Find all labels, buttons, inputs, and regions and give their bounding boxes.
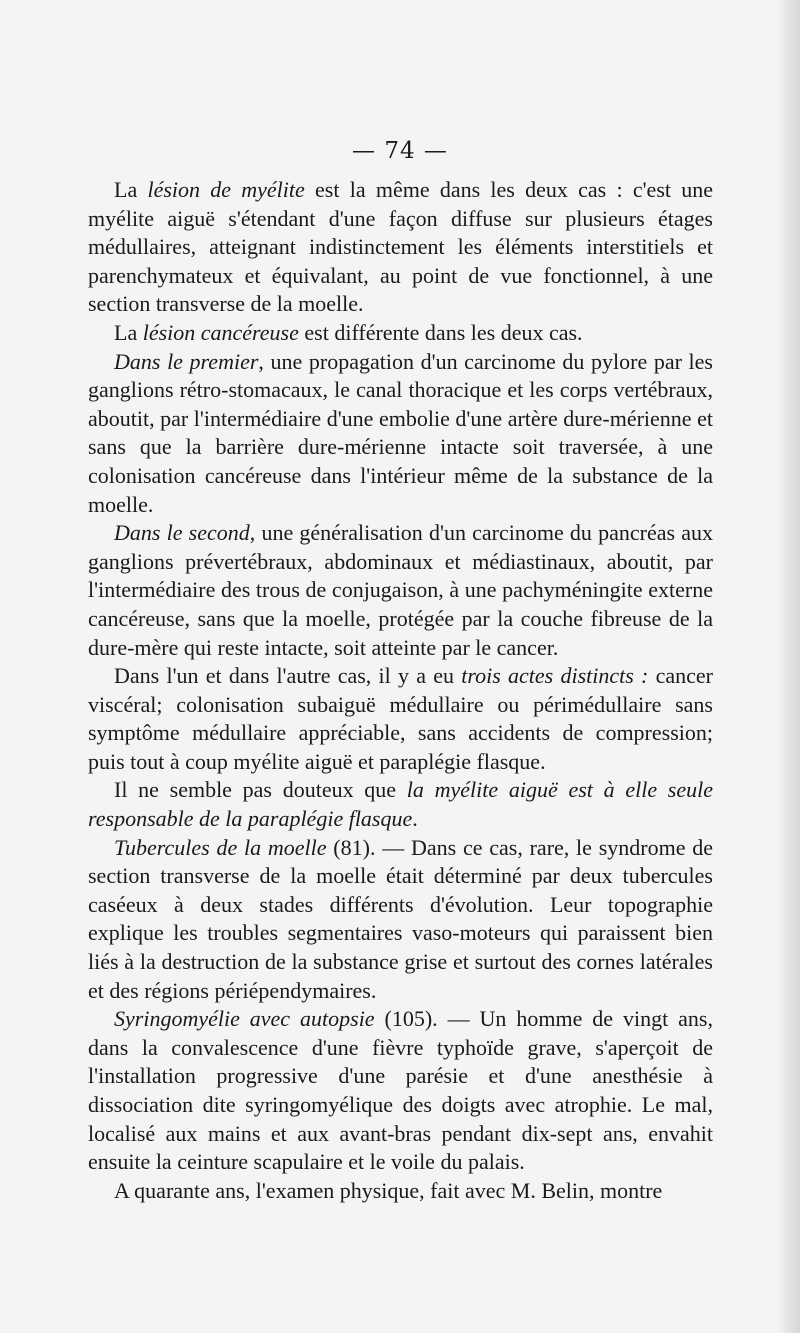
- text-run: est différente dans les deux cas.: [298, 319, 583, 345]
- paragraph-conclusion: [88, 776, 713, 833]
- text-run: est la même dans les deux cas : c'est une myélite aiguë s'étendant d'une façon diffuse sur plusieurs étages médullaires, atteignant indistinctement les éléments interstitiels et parenchymateux et équivalant, au point de vue fonctionnel, à une section transverse de la moelle.: [88, 177, 714, 317]
- text-run: , une propagation d'un carcinome du pylore par les ganglions rétro-stomacaux, le canal thoracique et les corps vertébraux, aboutit, par l'intermédiaire d'une embolie d'une artère dure-mérienne et sans que la barrière dure-mérienne intacte soit traversée, à une colonisation cancéreuse dans l'intérieur même de la substance de la moelle.: [88, 348, 713, 517]
- italic-term: la myélite aiguë est à elle seule responsable de la paraplégie flasque: [88, 777, 713, 832]
- text-run: La: [114, 319, 143, 345]
- text-run: cancer viscéral; colonisation subaiguë médullaire ou périmédullaire sans symptôme médullaire appréciable, sans accidents de compression; puis tout à coup myélite aiguë et paraplégie flasque.: [88, 663, 713, 774]
- italic-term: trois actes distincts :: [461, 663, 649, 689]
- paragraph-syringomyelie: [88, 1005, 713, 1177]
- italic-term: Tubercules de la moelle: [114, 834, 327, 860]
- paragraph-lesion-cancereuse: [88, 319, 713, 348]
- text-run: (105). — Un homme de vingt ans, dans la convalescence d'une fièvre typhoïde grave, s'aperçoit de l'installation progressive d'une parésie et d'une anesthésie à dissociation dite syringomyélique des doigts avec atrophie. Le mal, localisé aux mains et aux avant-bras pendant dix-sept ans, envahit ensuite la ceinture scapulaire et le voile du palais.: [88, 1006, 713, 1175]
- text-run: Il ne semble pas douteux que: [114, 777, 407, 803]
- paragraph-premier-cas: [88, 348, 713, 520]
- text-run: .: [412, 806, 418, 832]
- text-run: , une généralisation d'un carcinome du pancréas aux ganglions prévertébraux, abdominaux et médiastinaux, aboutit, par l'intermédiaire des trous de conjugaison, à une pachyméningite externe cancéreuse, sans que la moelle, protégée par la couche fibreuse de la dure-mère qui reste intacte, soit atteinte par le cancer.: [88, 520, 713, 660]
- text-run: La: [114, 177, 148, 202]
- italic-term: lésion cancéreuse: [142, 319, 299, 345]
- italic-term: Dans le second: [114, 520, 250, 546]
- paragraph-quarante-ans: [88, 1177, 713, 1206]
- text-run: Dans l'un et dans l'autre cas, il y a eu: [114, 663, 462, 689]
- paragraph-lesion-myelite: [88, 176, 713, 319]
- italic-term: lésion de myélite: [147, 177, 305, 202]
- page-edge-shadow: [776, 0, 800, 1333]
- text-run: A quarante ans, l'examen physique, fait avec M. Belin, montre: [114, 1177, 663, 1203]
- italic-term: Syringomyélie avec autopsie: [114, 1006, 375, 1032]
- paragraph-second-cas: [88, 519, 713, 662]
- italic-term: Dans le premier: [114, 348, 259, 374]
- paragraph-tubercules: [88, 834, 713, 1006]
- paragraph-trois-actes: [88, 662, 713, 776]
- page-number: — 74 —: [352, 138, 448, 164]
- text-run: (81). — Dans ce cas, rare, le syndrome de section transverse de la moelle était déterminé par deux tubercules caséeux à deux stades différents d'évolution. Leur topographie explique les troubles segmentaires vaso-moteurs qui paraissent bien liés à la destruction de la substance grise et surtout des cornes latérales et des régions périépendymaires.: [88, 834, 713, 1003]
- body-text: [88, 176, 713, 1205]
